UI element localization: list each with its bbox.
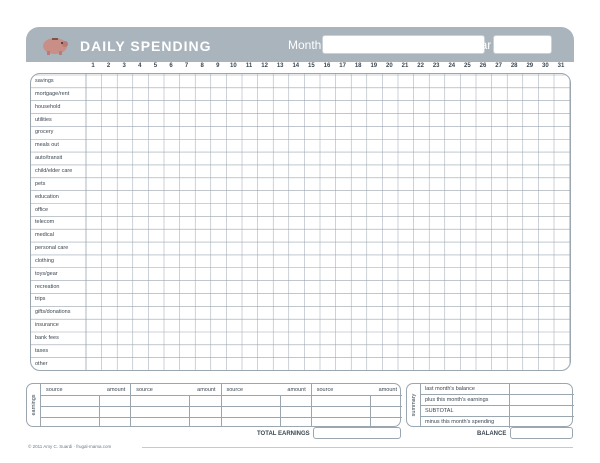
earnings-column[interactable] bbox=[222, 384, 312, 426]
category-row[interactable] bbox=[31, 152, 571, 165]
day-number: 27 bbox=[495, 63, 502, 69]
header-band bbox=[26, 27, 574, 62]
footer-copyright: © 2011 Amy C. Suardi · frugal-mama.com bbox=[28, 444, 112, 449]
category-label: grocery bbox=[35, 129, 54, 136]
day-number: 24 bbox=[448, 63, 456, 69]
day-number: 21 bbox=[401, 63, 409, 69]
category-label: toys/gear bbox=[35, 270, 58, 277]
source-header: source bbox=[46, 387, 63, 393]
day-number: 28 bbox=[510, 63, 518, 69]
category-row[interactable] bbox=[31, 101, 571, 114]
day-number: 29 bbox=[526, 63, 534, 69]
category-row[interactable] bbox=[31, 242, 571, 255]
category-label: pets bbox=[35, 180, 46, 187]
day-number: 10 bbox=[230, 63, 237, 69]
day-number: 13 bbox=[276, 63, 284, 69]
day-number: 16 bbox=[323, 63, 331, 69]
day-number: 7 bbox=[184, 63, 189, 69]
amount-header: amount bbox=[378, 387, 397, 393]
earnings-column[interactable] bbox=[131, 384, 221, 426]
day-number: 5 bbox=[153, 63, 158, 69]
day-number: 15 bbox=[308, 63, 315, 69]
source-header: source bbox=[136, 387, 153, 393]
summary-row-label: minus this month's spending bbox=[425, 419, 495, 425]
source-header: source bbox=[226, 387, 244, 393]
day-number: 11 bbox=[245, 63, 253, 69]
category-row[interactable] bbox=[31, 332, 571, 345]
category-label: clothing bbox=[35, 257, 54, 264]
day-number: 4 bbox=[138, 63, 142, 69]
total-earnings-field[interactable] bbox=[313, 427, 401, 439]
category-row[interactable] bbox=[31, 204, 571, 217]
category-label: education bbox=[35, 193, 59, 200]
day-number: 6 bbox=[169, 63, 173, 69]
summary-side-label: summary bbox=[411, 393, 417, 417]
piggy-bank-icon bbox=[40, 34, 70, 56]
earnings-column[interactable] bbox=[41, 384, 131, 426]
day-number: 23 bbox=[432, 63, 440, 69]
category-row[interactable] bbox=[31, 126, 571, 139]
summary-table bbox=[406, 383, 573, 427]
total-earnings-label: TOTAL EARNINGS bbox=[257, 431, 310, 437]
category-label: telecom bbox=[35, 219, 55, 226]
earnings-column[interactable] bbox=[312, 384, 402, 426]
month-field[interactable] bbox=[322, 35, 485, 54]
amount-header: amount bbox=[287, 387, 306, 393]
amount-header: amount bbox=[106, 387, 126, 393]
category-label: auto/transit bbox=[35, 155, 63, 162]
category-label: utilities bbox=[35, 116, 52, 123]
day-number: 18 bbox=[354, 63, 362, 69]
summary-side-tab bbox=[407, 384, 421, 426]
category-label: personal care bbox=[35, 245, 69, 252]
spending-grid bbox=[30, 73, 571, 371]
day-number: 19 bbox=[370, 63, 378, 69]
year-label: Year bbox=[467, 38, 492, 52]
category-label: office bbox=[35, 206, 49, 213]
category-label: meals out bbox=[35, 142, 59, 149]
month-label: Month bbox=[288, 38, 322, 52]
category-row[interactable] bbox=[31, 306, 571, 319]
category-row[interactable] bbox=[31, 191, 571, 204]
category-label: insurance bbox=[35, 322, 59, 329]
balance-label: BALANCE bbox=[477, 431, 507, 437]
category-label: taxes bbox=[35, 347, 49, 354]
day-number: 17 bbox=[339, 63, 346, 69]
category-row[interactable] bbox=[31, 178, 571, 191]
footer-divider bbox=[142, 447, 573, 448]
day-number: 9 bbox=[216, 63, 220, 69]
category-label: bank fees bbox=[35, 335, 59, 341]
year-field[interactable] bbox=[493, 35, 552, 54]
summary-row[interactable] bbox=[421, 406, 574, 417]
category-label: household bbox=[35, 103, 61, 110]
day-number: 1 bbox=[91, 63, 95, 69]
category-row[interactable] bbox=[31, 139, 571, 152]
day-number: 14 bbox=[292, 63, 300, 69]
earnings-side-tab bbox=[27, 384, 41, 426]
earnings-columns bbox=[41, 384, 402, 426]
day-number: 20 bbox=[386, 63, 393, 69]
earnings-table bbox=[26, 383, 401, 427]
category-row[interactable] bbox=[31, 88, 571, 101]
summary-row-label: plus this month's earnings bbox=[425, 397, 489, 403]
source-header: source bbox=[316, 387, 334, 393]
summary-row-label: SUBTOTAL bbox=[425, 408, 454, 414]
category-row[interactable] bbox=[31, 293, 571, 306]
day-number: 31 bbox=[557, 63, 565, 69]
category-row[interactable] bbox=[31, 165, 571, 178]
day-number: 22 bbox=[417, 63, 424, 69]
balance-field[interactable] bbox=[510, 427, 573, 439]
summary-row[interactable] bbox=[421, 384, 574, 395]
category-label: savings bbox=[35, 78, 54, 84]
category-label: child/elder care bbox=[35, 167, 73, 174]
category-row[interactable] bbox=[31, 345, 571, 358]
category-label: gifts/donations bbox=[35, 309, 71, 316]
amount-header: amount bbox=[197, 387, 216, 393]
earnings-side-label: earnings bbox=[31, 394, 37, 416]
page-title: DAILY SPENDING bbox=[80, 38, 212, 54]
category-row[interactable] bbox=[31, 114, 571, 127]
category-label: medical bbox=[35, 232, 54, 239]
category-row[interactable] bbox=[31, 75, 571, 88]
category-row[interactable] bbox=[31, 358, 571, 371]
day-number: 25 bbox=[464, 63, 471, 69]
category-label: mortgage/rent bbox=[35, 90, 70, 97]
day-number: 30 bbox=[542, 63, 549, 69]
day-number: 3 bbox=[122, 63, 126, 69]
category-label: other bbox=[35, 360, 48, 367]
category-row[interactable] bbox=[31, 229, 571, 242]
category-row[interactable] bbox=[31, 319, 571, 332]
summary-row-label: last month's balance bbox=[425, 386, 475, 392]
category-label: recreation bbox=[35, 283, 60, 290]
day-number: 26 bbox=[479, 63, 487, 69]
day-number: 8 bbox=[200, 63, 204, 69]
category-row[interactable] bbox=[31, 216, 571, 229]
category-row[interactable] bbox=[31, 268, 571, 281]
day-number: 12 bbox=[261, 63, 268, 69]
category-row[interactable] bbox=[31, 281, 571, 294]
day-number: 2 bbox=[106, 63, 111, 69]
summary-row[interactable] bbox=[421, 395, 574, 406]
category-row[interactable] bbox=[31, 255, 571, 268]
category-label: trips bbox=[35, 296, 46, 303]
